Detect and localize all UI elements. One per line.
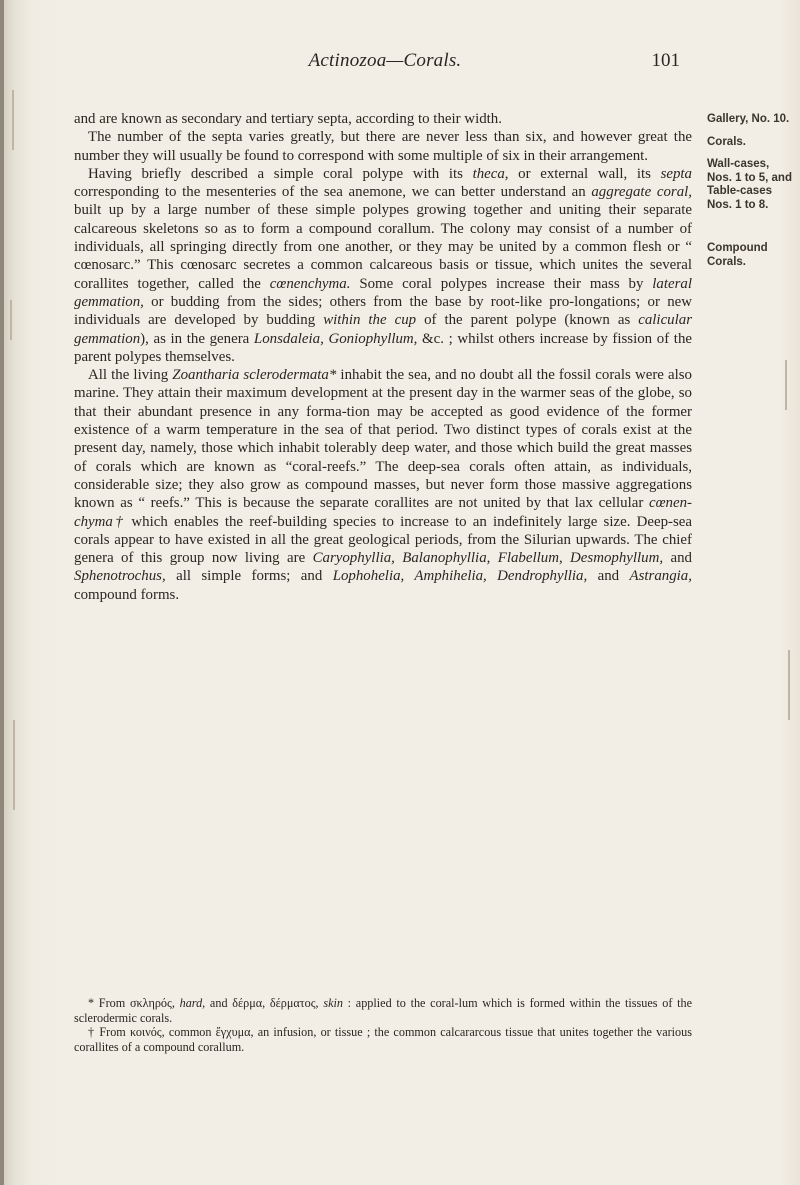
term-simple-genera: Caryophyllia, Balanophyllia, Flabellum, Desmophyllum, xyxy=(312,550,664,567)
main-text xyxy=(74,110,692,604)
footnote-2: † From κοινός, common ἔγχυμα, an infusion, or tissue ; the common calcararcous tissue that unites together the various corallites of a compound corallum. xyxy=(74,1025,692,1054)
term-lateral-gemmation: lateral gemmation, xyxy=(74,275,693,310)
term-sphenotrochus: Sphenotrochus, xyxy=(74,568,166,585)
margin-note-cases: Wall-cases, Nos. 1 to 5, and Table-cases Nos. 1 to 8. xyxy=(707,158,792,211)
footnotes xyxy=(74,996,692,1054)
page-number: 101 xyxy=(651,50,680,71)
term-coenenchyma: cœnenchyma. xyxy=(269,275,351,292)
footnote-1: * From σκληρός, hard, and δέρμα, δέρματος, skin : applied to the coral-lum which is formed within the tissues of the sclerodermic corals. xyxy=(74,996,692,1025)
term-coenenchyma-2: cœnen-chyma† xyxy=(74,495,692,530)
paragraph-2: The number of the septa varies greatly, but there are never less than six, and however great the number they will usually be found to correspond with some multiple of six in their arrangement. xyxy=(74,129,692,164)
term-zoantharia: Zoantharia sclerodermata* xyxy=(172,367,337,384)
term-genera: Lonsdaleia, Goniophyllum, xyxy=(253,330,418,347)
page-header xyxy=(90,50,680,80)
term-theca: theca, xyxy=(472,165,509,182)
term-compound-genera: Lophohelia, Amphihelia, Dendrophyllia, xyxy=(332,568,588,585)
term-septa: septa xyxy=(660,165,692,182)
running-title: Actinozoa—Corals. xyxy=(308,50,462,71)
margin-notes xyxy=(707,113,793,278)
margin-note-gallery: Gallery, No. 10. xyxy=(707,113,790,125)
term-within-cup: within the cup xyxy=(323,312,417,329)
term-aggregate-coral: aggregate coral, xyxy=(591,184,693,201)
margin-note-corals: Corals. xyxy=(707,135,746,148)
term-calicular-gemmation: calicular gemmation xyxy=(74,312,692,347)
paragraph-3: Having briefly described a simple coral polype with its theca, or external wall, its septa corresponding to the mesenteries of the sea anemone, we can better understand an aggregate coral, built up by a large number of these simple polypes growing together and uniting their separate calcareous skeletons so as to form a compound corallum. The colony may consist of a number of individuals, all springing directly from one another, or they may be united by a common flesh or “ cœnosarc.” This cœnosarc secretes a common calcareous basis or tissue, which unites the several corallites together, called the cœnenchyma. Some coral polypes increase their mass by lateral gemmation, or budding from the sides; others from the base by root-like pro-longations; or new individuals are developed by budding within the cup of the parent polype (known as calicular gemmation), as in the genera Lonsdaleia, Goniophyllum, &c. ; whilst others increase by fission of the parent polypes themselves. xyxy=(74,165,693,365)
page-binding-edge xyxy=(0,0,4,1185)
term-astrangia: Astrangia, xyxy=(629,568,692,585)
margin-note-compound-corals: Compound Corals. xyxy=(707,242,768,268)
paragraph-1: and are known as secondary and tertiary septa, according to their width. xyxy=(74,111,502,127)
paragraph-4: All the living Zoantharia sclerodermata* inhabit the sea, and no doubt all the fossil corals were also marine. They attain their maximum development at the present day in the warmer seas of the globe, so that their abundant presence in any forma-tion may be accepted as good evidence of the former existence of a warm temperature in the sea of that period. Two distinct types of corals exist at the present day, namely, those which inhabit tolerably deep water, and those which build the great masses of corals which are known as “coral-reefs.” The deep-sea corals often attain, as individuals, considerable size; they also grow as compound masses, but never form those massive aggregations known as “ reefs.” This is because the separate corallites are not united by that lax cellular cœnen-chyma† which enables the reef-building species to increase to an indefinitely large size. Deep-sea corals appear to have existed in all the great geological periods, from the Silurian upwards. The chief genera of this group now living are Caryophyllia, Balanophyllia, Flabellum, Desmophyllum, and Sphenotrochus, all simple forms; and Lophohelia, Amphihelia, Dendrophyllia, and Astrangia, compound forms. xyxy=(74,367,692,603)
